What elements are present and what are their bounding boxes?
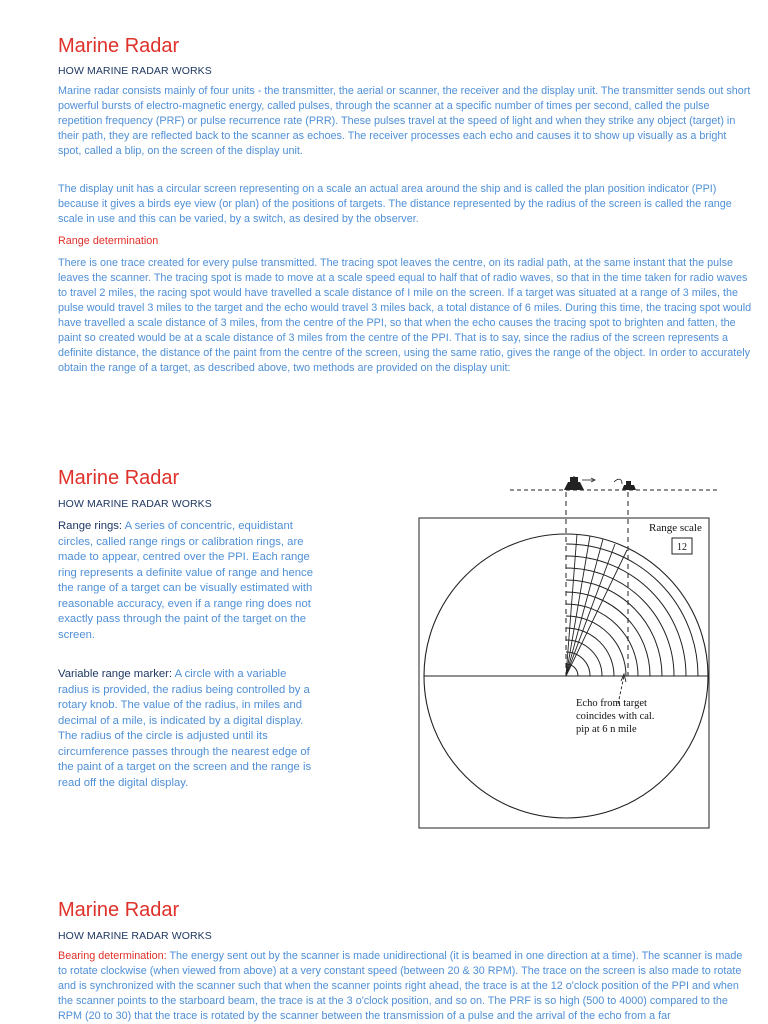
vrm-text: A circle with a variable radius is provided, the radius being controlled by a rotary knob. The value of the radius, in miles and decimal of a mile, is indicated by a digital display. The radius of the circle is adjusted until its circumference passes through the nearest edge of the paint of a target on the screen and the range is read off the digital display. — [58, 668, 312, 789]
slide-1-paragraph-2: The display unit has a circular screen representing on a scale an actual area around the ship and is called the plan position indicator (PPI) because it gives a birds eye view (or plan) of the positions of targets. The distance represented by the radius of the screen is called the range scale in use and this can be varied, by a switch, as desired by the observer. — [58, 183, 732, 225]
range-rings-diagram — [418, 476, 730, 834]
trace-lines — [566, 534, 627, 676]
trace-line-4 — [566, 544, 615, 676]
range-scale-box — [672, 538, 692, 554]
slide-2-subtitle: HOW MARINE RADAR WORKS — [58, 498, 212, 510]
slide-3-subtitle: HOW MARINE RADAR WORKS — [58, 930, 212, 942]
range-ring-6 — [566, 604, 638, 676]
range-scale-value: 12 — [677, 542, 687, 553]
echo-caption-line-3: pip at 6 n mile — [576, 724, 637, 735]
trace-line-3 — [566, 539, 603, 676]
variable-range-marker-paragraph — [58, 667, 318, 791]
echo-pointer-line — [618, 676, 624, 704]
ppi-screen-circle — [424, 534, 708, 818]
slide-1 — [0, 0, 768, 400]
range-ring-2 — [566, 652, 590, 676]
diagram-frame — [419, 518, 709, 828]
scanner-ship-icon — [564, 476, 595, 490]
range-ring-9 — [566, 568, 674, 676]
range-ring-10 — [566, 556, 686, 676]
section-heading-range-determination: Range determination — [58, 235, 159, 247]
echo-caption-line-2: coincides with cal. — [576, 711, 655, 722]
range-ring-3 — [566, 640, 602, 676]
range-ring-arcs — [566, 544, 698, 676]
range-rings-paragraph — [58, 519, 318, 643]
range-ring-7 — [566, 592, 650, 676]
range-ring-11 — [566, 544, 698, 676]
bearing-term: Bearing determination: — [58, 950, 167, 962]
range-rings-text: A series of concentric, equidistant circles, called range rings or calibration rings, are made to appear, centred over the PPI. Each range ring represents a definite value of range and hence the range of a target can be visually estimated with reasonable accuracy, even if a range ring does not exactly pass through the paint of the target on the screen. — [58, 520, 313, 641]
range-ring-4 — [566, 628, 614, 676]
slide-2-title: Marine Radar — [58, 467, 180, 489]
range-ring-1 — [566, 664, 578, 676]
echo-pointer-arrowhead — [621, 674, 626, 682]
bearing-text: The energy sent out by the scanner is made unidirectional (it is beamed in one direction at a time). The scanner is made to rotate clockwise (when viewed from above) at a very constant speed (between 20 & 30 RPM). The trace on the screen is also made to rotate and is synchronized with the scanner such that when the scanner points right ahead, the trace is at the 12 o'clock position of the PPI and when the scanner points to the starboard beam, the trace is at the 3 o'clock position, and so on. The PRF is so high (500 to 4000) compared to the RPM (20 to 30) that the trace is rotated by the scanner between the transmission of a pulse and the arrival of the echo from a far — [58, 950, 743, 1022]
slide-1-title: Marine Radar — [58, 35, 180, 57]
range-rings-diagram-svg — [418, 476, 730, 834]
range-scale-label: Range scale — [649, 522, 702, 534]
bearing-determination-paragraph — [58, 949, 752, 1024]
slide-1-paragraph-1: Marine radar consists mainly of four units - the transmitter, the aerial or scanner, the receiver and the display unit. The transmitter sends out short powerful bursts of electro-magnetic energy, called pulses, through the scanner at a specific number of times per second, called the pulse repetition frequency (PRF) or pulse recurrence rate (PRR). These pulses travel at the speed of light and when they strike any object (target) in their path, they are reflected back to the scanner as echoes. The receiver processes each echo and causes it to show up visually as a bright spot, called a blip, on the screen of the display unit. — [58, 85, 751, 157]
range-ring-8 — [566, 580, 662, 676]
slide-1-subtitle: HOW MARINE RADAR WORKS — [58, 65, 212, 77]
range-rings-term: Range rings: — [58, 520, 123, 532]
trace-line-5 — [566, 550, 627, 676]
range-ring-5 — [566, 616, 626, 676]
vrm-term: Variable range marker: — [58, 668, 173, 680]
trace-line-2 — [566, 536, 590, 676]
target-ship-icon — [614, 479, 636, 490]
slide-3-title: Marine Radar — [58, 899, 180, 921]
echo-caption-line-1: Echo from target — [576, 698, 647, 709]
slide-1-paragraph-3: There is one trace created for every pulse transmitted. The tracing spot leaves the centre, on its radial path, at the same instant that the pulse leaves the scanner. The tracing spot is made to move at a scale speed equal to half that of radio waves, so that in the time taken for radio waves to travel 2 miles, the racing spot would have travelled a scale distance of I mile on the screen. If a target was situated at a range of 3 miles, the pulse would travel 3 miles to the target and the echo would travel 3 miles back, a total distance of 6 miles. During this time, the tracing spot would have travelled a scale distance of 3 miles, from the centre of the PPI, so that when the echo causes the tracing spot to brighten and fatten, the paint so created would be at a scale distance of 3 miles from the centre of the PPI. That is to say, since the radius of the screen represents a definite distance, the distance of the paint from the centre of the screen, using the same ratio, gives the range of the object. In order to accurately obtain the range of a target, as described above, two methods are provided on the display unit: — [58, 257, 752, 374]
trace-line-1 — [566, 534, 577, 676]
